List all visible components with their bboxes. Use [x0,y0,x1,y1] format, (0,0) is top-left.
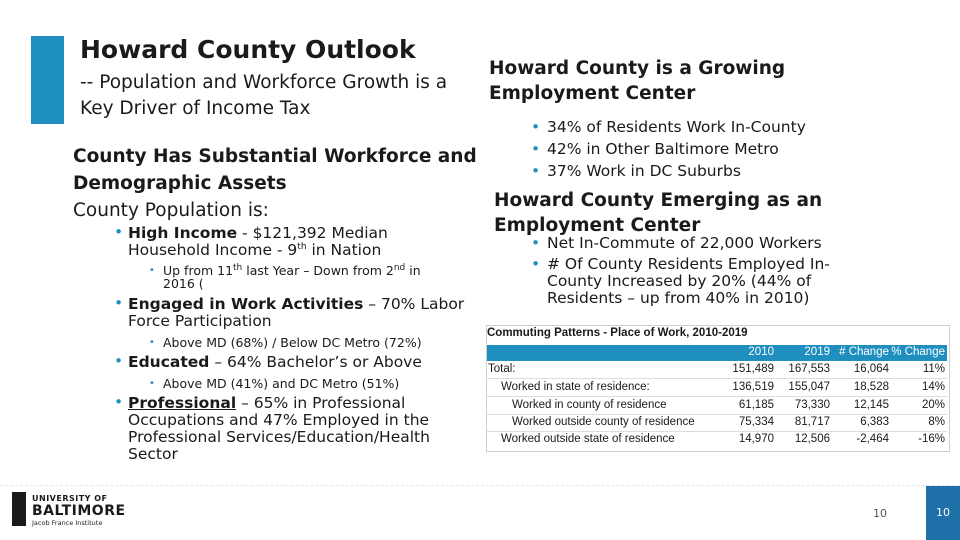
right-bullet-text: County Increased by 20% (44% of [547,272,812,290]
row-label: Worked outside state of residence [501,433,675,445]
subbullet-sup: th [233,262,243,273]
bullet-bold: Educated [128,353,210,371]
bullet-dot-icon: • [531,140,541,158]
subbullet-text: last Year – Down from 2 [242,263,394,278]
right-bullet-text: 37% Work in DC Suburbs [547,162,741,180]
cell-2019: 73,330 [794,399,830,411]
bullet-text: Force Participation [128,312,272,330]
subbullet-education [149,376,400,391]
page-number-box-label: 10 [936,506,950,519]
bullet-dot-icon: • [149,337,155,348]
bullet-bold: Professional [128,394,237,412]
right-heading-line: Employment Center [489,83,696,104]
bullet-text: – 70% Labor [363,295,465,313]
cell-pct: 11% [922,363,945,375]
cell-2010: 136,519 [732,381,774,393]
table-row [487,379,947,397]
bullet-text: in Nation [306,241,382,259]
left-intro: County Population is: [73,200,269,221]
bullet-dot-icon: • [114,352,124,370]
bullet-dot-icon: • [114,223,124,241]
right-bullet-text: Net In-Commute of 22,000 Workers [547,234,822,252]
right-bullet-text: 34% of Residents Work In-County [547,118,806,136]
subbullet-text: Above MD (68%) / Below DC Metro (72%) [163,335,422,350]
cell-change: 16,064 [853,363,889,375]
bullet-dot-icon: • [531,255,541,273]
right-bullet [531,140,779,158]
cell-2019: 155,047 [788,381,830,393]
bullet-dot-icon: • [531,234,541,252]
subbullet-sup: nd [393,262,406,273]
bullet-text: – 65% in Professional [236,394,406,412]
cell-pct: 8% [928,416,945,428]
right-heading-growing [489,56,785,106]
bullet-text: Sector [128,445,178,463]
footer-divider [0,485,960,487]
right-heading-emerging [494,188,822,238]
bullet-professional [114,393,430,463]
cell-2019: 12,506 [794,433,830,445]
right-bullet [531,118,806,136]
subbullet-text: in [405,263,421,278]
slide-subtitle [80,70,447,122]
bullet-text: Occupations and 47% Employed in the [128,411,430,429]
table-header-cell: 2010 [748,346,774,358]
row-label: Total: [488,363,516,375]
bullet-text: - $121,392 Median [237,224,388,242]
bullet-high-income [114,223,388,259]
right-heading-line: Howard County Emerging as an [494,190,823,211]
cell-2010: 151,489 [732,363,774,375]
bullet-text: Professional Services/Education/Health [128,428,430,446]
table-header-cell: % Change [891,346,945,358]
bullet-engaged [114,294,465,330]
logo-line3: Jacob France Institute [32,519,103,527]
right-bullet-text: Residents – up from 40% in 2010) [547,289,810,307]
right-bullet-text: 42% in Other Baltimore Metro [547,140,779,158]
left-heading-line2: Demographic Assets [73,173,287,194]
bullet-dot-icon: • [114,393,124,411]
table-row [487,397,947,415]
logo-line1: UNIVERSITY OF [32,494,108,503]
table-row [487,431,947,448]
bullet-text: – 64% Bachelor’s or Above [209,353,422,371]
subbullet-text: 2016 ( [163,276,204,291]
cell-change: 6,383 [860,416,889,428]
left-heading [73,143,477,224]
cell-pct: -16% [918,433,945,445]
cell-change: 12,145 [853,399,889,411]
page-number-box [926,486,960,540]
subtitle-line2: Key Driver of Income Tax [80,98,311,119]
row-label: Worked in state of residence: [501,381,650,393]
bullet-educated [114,352,422,371]
subbullet-labor [149,335,422,350]
right-heading-line: Howard County is a Growing [489,58,786,79]
subbullet-text: Up from 11 [163,263,234,278]
table-row [487,414,947,432]
row-label: Worked outside county of residence [512,416,695,428]
bullet-dot-icon: • [149,378,155,389]
table-header-cell: 2019 [804,346,830,358]
subbullet-rank [149,262,421,291]
cell-2019: 81,717 [794,416,830,428]
cell-2010: 75,334 [738,416,774,428]
page-number: 10 [873,507,887,520]
cell-change: 18,528 [853,381,889,393]
subbullet-text: Above MD (41%) and DC Metro (51%) [163,376,400,391]
bullet-dot-icon: • [531,162,541,180]
slide-title: Howard County Outlook [80,35,416,64]
left-heading-line1: County Has Substantial Workforce and [73,146,477,167]
bullet-dot-icon: • [531,118,541,136]
table-title: Commuting Patterns - Place of Work, 2010-2019 [487,327,748,339]
cell-2010: 61,185 [738,399,774,411]
right-bullet-employed [531,255,830,307]
cell-2010: 14,970 [738,433,774,445]
cell-pct: 14% [921,381,945,393]
table-row [487,361,947,379]
cell-2019: 167,553 [788,363,830,375]
table-header-cell: # Change [839,346,889,358]
cell-change: -2,464 [856,433,889,445]
bullet-bold: Engaged in Work Activities [128,295,364,313]
bullet-bold: High Income [128,224,238,242]
bullet-dot-icon: • [114,294,124,312]
bullet-text: Household Income - 9 [128,241,298,259]
logo-mark-icon [12,492,26,526]
subtitle-line1: -- Population and Workforce Growth is a [80,72,448,93]
logo-line2: BALTIMORE [32,503,126,519]
row-label: Worked in county of residence [512,399,667,411]
right-heading-line: Employment Center [494,215,701,236]
title-accent-bar [31,36,64,124]
right-bullet-text: # Of County Residents Employed In- [547,255,830,273]
cell-pct: 20% [921,399,945,411]
right-bullet [531,162,741,180]
bullet-dot-icon: • [149,265,155,276]
bullet-sup: th [297,241,307,252]
right-bullet-commute [531,234,822,252]
